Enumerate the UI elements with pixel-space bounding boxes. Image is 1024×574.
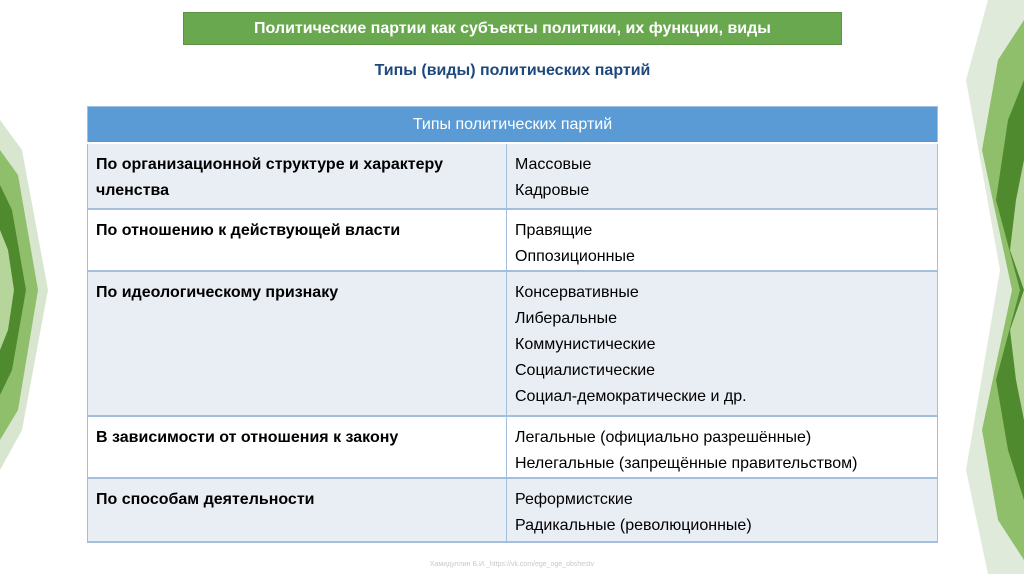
type-item: Нелегальные (запрещённые правительством) <box>515 455 858 472</box>
row-types <box>507 271 938 416</box>
type-item: Легальные (официально разрешённые) <box>515 429 812 446</box>
row-criterion: По отношению к действующей власти <box>88 209 507 271</box>
type-item: Массовые <box>515 156 592 173</box>
slide-title: Политические партии как субъекты политики, их функции, виды <box>183 12 842 45</box>
row-types <box>507 478 938 542</box>
type-item: Социалистические <box>515 362 656 379</box>
row-types <box>507 209 938 271</box>
party-types-table <box>87 106 938 543</box>
type-item: Правящие <box>515 222 593 239</box>
table-row <box>88 143 938 209</box>
type-item: Оппозиционные <box>515 248 635 265</box>
type-item: Коммунистические <box>515 336 656 353</box>
table-row <box>88 478 938 542</box>
footer-credit: Хамидуллин Б.И._https://vk.com/ege_oge_obshestv <box>429 561 595 568</box>
table-header: Типы политических партий <box>88 107 938 144</box>
type-item: Либеральные <box>515 310 618 327</box>
type-item: Реформистские <box>515 491 633 508</box>
table-row <box>88 271 938 416</box>
row-types <box>507 143 938 209</box>
table-row <box>88 416 938 478</box>
slide-subtitle: Типы (виды) политических партий <box>374 62 651 79</box>
table-row <box>88 209 938 271</box>
row-criterion: По идеологическому признаку <box>88 271 507 416</box>
row-criterion: По способам деятельности <box>88 478 507 542</box>
row-types <box>507 416 938 478</box>
type-item: Социал-демократические и др. <box>515 388 747 405</box>
type-item: Консервативные <box>515 284 639 301</box>
row-criterion: В зависимости от отношения к закону <box>88 416 507 478</box>
row-criterion: По организационной структуре и характеру членства <box>88 143 507 209</box>
type-item: Кадровые <box>515 182 590 199</box>
type-item: Радикальные (революционные) <box>515 517 752 534</box>
